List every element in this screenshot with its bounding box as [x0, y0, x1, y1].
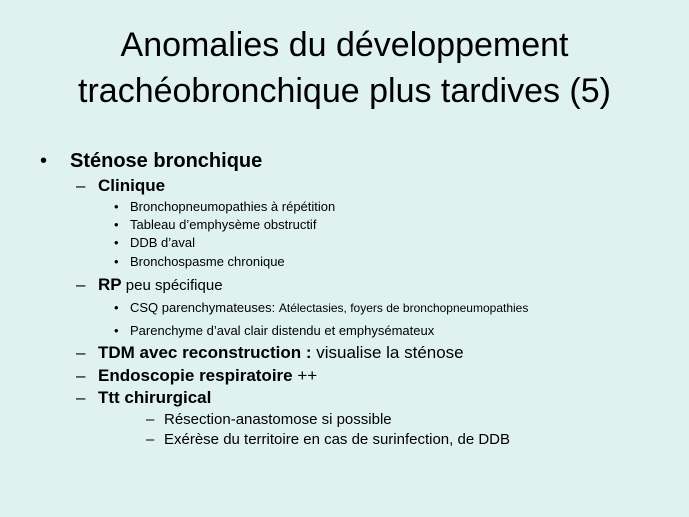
list-item-text: Bronchopneumopathies à répétition [130, 199, 336, 214]
list-item-detail: Atélectasies, foyers de bronchopneumopathies [278, 301, 529, 315]
bullet-icon: • [114, 300, 119, 315]
title-line-2: trachéobronchique plus tardives (5) [78, 72, 611, 110]
dash-icon: – [146, 431, 155, 448]
list-item-text: Tableau d’emphysème obstructif [130, 217, 317, 232]
dash-icon: – [76, 388, 86, 407]
dash-icon: – [76, 275, 86, 294]
list-item-text: Résection-anastomose si possible [164, 411, 392, 428]
endoscopie-suffix: ++ [292, 366, 318, 385]
bullet-icon: • [114, 217, 119, 232]
dash-icon: – [146, 411, 155, 428]
title-line-1: Anomalies du développement [120, 26, 569, 64]
bullet-icon: • [114, 254, 119, 269]
list-item-text: Exérèse du territoire en cas de surinfection, de DDB [164, 431, 511, 448]
endoscopie-label: Endoscopie respiratoire [98, 366, 293, 385]
tdm-label: TDM avec reconstruction : [98, 343, 312, 362]
ttt-label: Ttt chirurgical [98, 388, 212, 407]
list-item-text: Parenchyme d’aval clair distendu et emphysémateux [130, 323, 435, 338]
list-item-text: DDB d’aval [130, 235, 196, 250]
topic-label: Sténose bronchique [70, 150, 263, 172]
dash-icon: – [76, 343, 86, 362]
clinique-label: Clinique [98, 176, 166, 195]
dash-icon: – [76, 366, 86, 385]
rp-suffix: peu spécifique [121, 277, 223, 294]
bullet-icon: • [114, 199, 119, 214]
slide-title [0, 22, 689, 114]
list-item-text: Bronchospasme chronique [130, 254, 285, 269]
dash-icon: – [76, 176, 86, 195]
rp-label: RP [98, 275, 122, 294]
list-item-text: CSQ parenchymateuses: [130, 300, 279, 315]
bullet-icon: • [40, 150, 48, 172]
tdm-suffix: visualise la sténose [311, 343, 464, 362]
bullet-icon: • [114, 323, 119, 338]
bullet-icon: • [114, 235, 119, 250]
